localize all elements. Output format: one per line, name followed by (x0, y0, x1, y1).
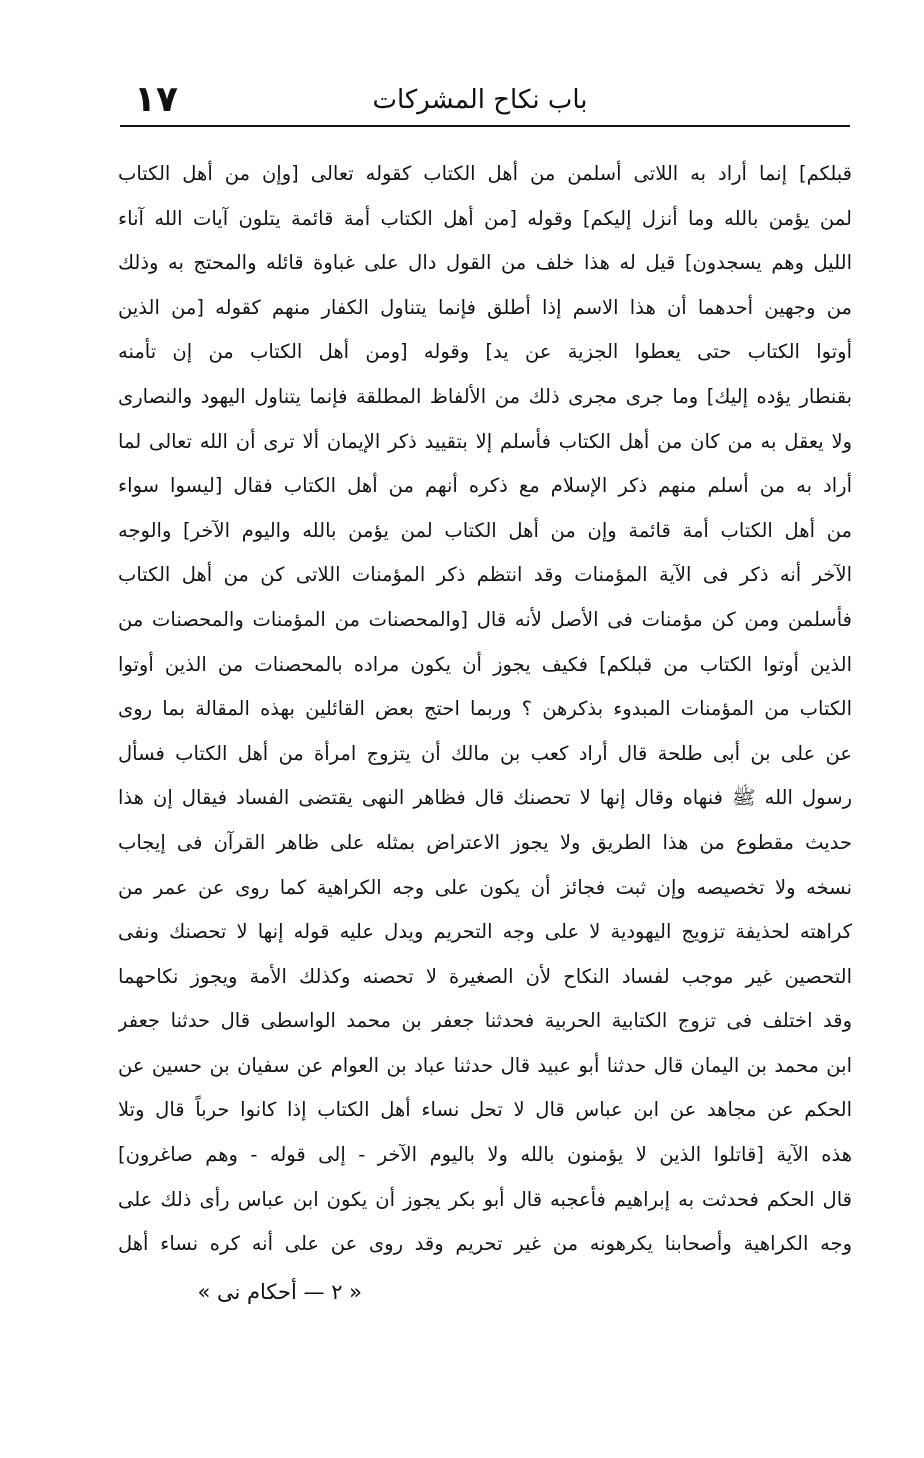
text-line: الحكم عن مجاهد عن ابن عباس قال لا تحل نساء أهل الكتاب إذا كانوا حرباً قال وتلا (118, 1098, 852, 1122)
text-line: فأسلمن ومن كن مؤمنات فى الأصل لأنه قال [والمحصنات من المؤمنات والمحصنات من (118, 607, 852, 631)
text-line: من أهل الكتاب أمة قائمة وإن من أهل الكتاب لمن يؤمن بالله واليوم الآخر] والوجه (118, 518, 852, 542)
text-line: التحصين غير موجب لفساد النكاح لأن الصغيرة لا تحصنه وكذلك الأمة ويجوز نكاحهما (118, 964, 852, 988)
text-line: كراهته لحذيفة تزويج اليهودية لا على وجه التحريم ويدل عليه قوله إنها لا تحصنك ونفى (118, 920, 852, 944)
text-line: قبلكم] إنما أراد به اللاتى أسلمن من أهل الكتاب كقوله تعالى [وإن من أهل الكتاب (118, 162, 852, 185)
page-header (120, 76, 850, 124)
text-line: الكتاب من المؤمنات المبدوء بذكرهن ؟ وربما احتج بعض القائلين بهذه المقالة بما روى (118, 697, 852, 721)
text-line: حديث مقطوع من هذا الطريق ولا يجوز الاعتراض بمثله على ظاهر القرآن فى إيجاب (118, 830, 852, 854)
footer-signature: « ٢ — أحكام نى » (197, 1280, 362, 1304)
text-line: رسول الله ﷺ فنهاه وقال إنها لا تحصنك قال فظاهر النهى يقتضى الفساد فيقال إن هذا (118, 786, 852, 810)
running-title: باب نكاح المشركات (372, 85, 588, 115)
text-line: أوتوا الكتاب حتى يعطوا الجزية عن يد] وقوله [ومن أهل الكتاب من إن تأمنه (118, 340, 852, 364)
text-line: عن على بن أبى طلحة قال أراد كعب بن مالك أن يتزوج امرأة من أهل الكتاب فسأل (118, 741, 852, 765)
text-line: نسخه ولا تخصيصه وإن ثبت فجائز أن يكون على وجه الكراهية كما روى عن عمر من (118, 875, 852, 899)
text-line: قال الحكم فحدثت به إبراهيم فأعجبه قال أبو بكر يجوز أن يكون ابن عباس رأى ذلك على (118, 1187, 852, 1211)
text-line: ولا يعقل به من كان من أهل الكتاب فأسلم إلا بتقييد ذكر الإيمان ألا ترى أن الله تعالى لما (118, 429, 852, 453)
header-rule (120, 125, 850, 127)
text-line: أراد به من أسلم منهم ذكر الإسلام مع ذكره أنهم من أهل الكتاب فقال [ليسوا سواء (118, 474, 852, 498)
text-line: الذين أوتوا الكتاب من قبلكم] فكيف يجوز أن يكون مراده بالمحصنات من الذين أوتوا (118, 652, 852, 676)
text-line: بقنطار يؤده إليك] وما جرى مجرى ذلك من الألفاظ المطلقة فإنما يتناول اليهود والنصارى (118, 384, 852, 408)
text-line: وجه الكراهية وأصحابنا يكرهونه من غير تحريم وقد روى عن على أنه كره نساء أهل (118, 1232, 852, 1256)
text-line: ابن محمد بن اليمان قال حدثنا أبو عبيد قال حدثنا عباد بن العوام عن سفيان بن حسين عن (118, 1053, 852, 1077)
text-line: لمن يؤمن بالله وما أنزل إليكم] وقوله [من أهل الكتاب أمة قائمة يتلون آيات الله آناء (118, 206, 852, 230)
text-line: من وجهين أحدهما أن هذا الاسم إذا أطلق فإنما يتناول الكفار منهم كقوله [من الذين (118, 295, 852, 319)
body-text (118, 152, 852, 1267)
text-line: وقد اختلف فى تزوج الكتابية الحربية فحدثنا جعفر بن محمد الواسطى قال حدثنا جعفر (118, 1009, 852, 1033)
page-number: ١٧ (134, 79, 178, 120)
text-line: الآخر أنه ذكر فى الآية المؤمنات وقد انتظم ذكر المؤمنات اللاتى كن من أهل الكتاب (118, 563, 852, 587)
text-line: الليل وهم يسجدون] قيل له هذا خلف من القول دال على غباوة قائله والمحتج به وذلك (118, 251, 852, 275)
text-line: هذه الآية [قاتلوا الذين لا يؤمنون بالله ولا باليوم الآخر - إلى قوله - وهم صاغرون] (118, 1143, 852, 1167)
